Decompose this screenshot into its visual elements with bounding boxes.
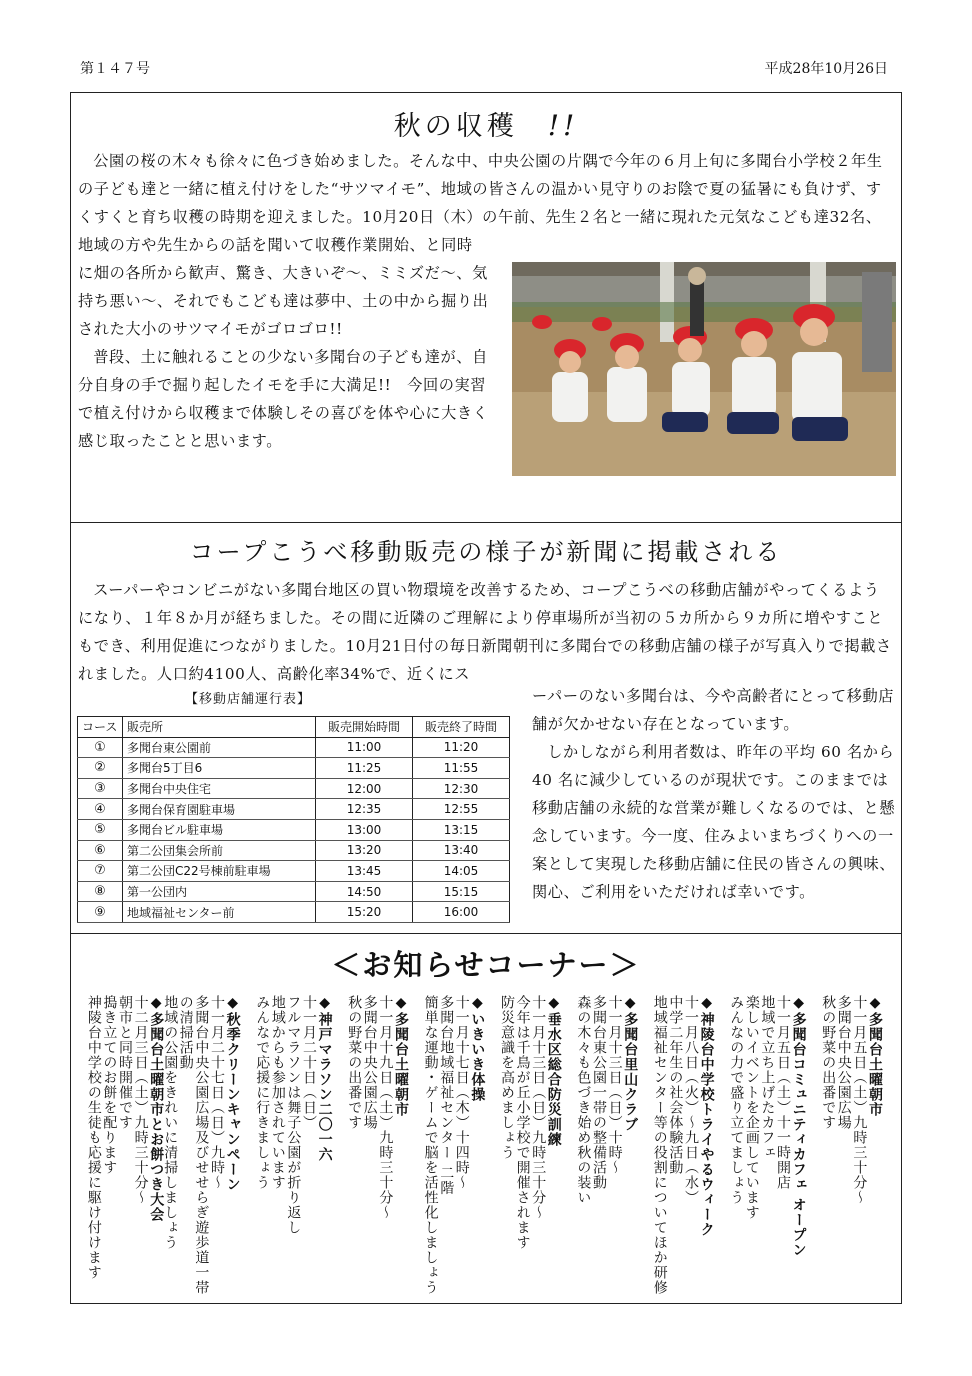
section2-para1-text: スーパーやコンビニがない多聞台地区の買い物環境を改善するため、コープこうべの移動店舗がやってくるようになり、１年８か月が経ちました。その間に近隣のご理解により停車場所が当初の５カ所から９カ所に増やすこともでき、利用促進につながりました。10月21日付の毎日新聞朝刊に多聞台での移動店舗の様子が写真入りで掲載されました。人口約4100人、高齢化率34%で、近くにス (78, 581, 892, 683)
section2-para2b-text: しかしながら利用者数は、昨年の平均 60 名から 40 名に減少しているのが現状です。このままでは移動店舗の永続的な営業が難しくなるのでは、と懸念しています。今一度、住みよいまちづくりへの一案として実現した移動店舗に住民の皆さんの興味、関心、ご利用をいただければ幸いです。 (532, 743, 896, 901)
end-time: 11:20 (413, 737, 510, 758)
notice-item (254, 995, 332, 1295)
stop-location: 多聞台5丁目6 (123, 758, 316, 779)
issue-number: 第１４７号 (80, 61, 150, 77)
notice-line: 中学二年生の社会体験活動 (667, 995, 684, 1175)
notice-heading: ◆多聞台里山クラブ (622, 995, 639, 1132)
course-number: ③ (78, 778, 123, 799)
notice-line: 秋の野菜の出番です (820, 995, 837, 1130)
notice-line: 防災意識を高めましょう (499, 995, 515, 1160)
section-divider-1 (70, 522, 902, 523)
start-time: 12:00 (316, 778, 413, 799)
course-number: ④ (78, 799, 123, 820)
section1-paragraph-1 (78, 147, 894, 259)
notice-line: 多聞台東公園一帯の整備活動 (591, 995, 607, 1190)
notice-line: 十一月二十日（日） (301, 995, 317, 1130)
stop-location: 地域福祉センター前 (123, 902, 316, 923)
notice-line: みんなで応援に行きましょう (254, 995, 271, 1190)
notice-heading: ◆多聞台土曜朝市 (866, 995, 883, 1117)
stop-location: 多聞台東公園前 (123, 737, 316, 758)
course-number: ⑦ (78, 861, 123, 882)
harvest-photo (512, 262, 896, 476)
course-number: ⑥ (78, 840, 123, 861)
stop-location: 多聞台中央住宅 (123, 778, 316, 799)
start-time: 12:35 (316, 799, 413, 820)
notice-line: 秋の野菜の出番です (346, 995, 363, 1130)
notice-heading: ◆垂水区総合防災訓練 (545, 995, 562, 1147)
section-divider-2 (70, 933, 902, 934)
header-end: 販売終了時間 (413, 717, 510, 738)
notice-line: 地域福祉センター等の役割についてほか研修 (651, 995, 668, 1295)
notice-heading: ◆多聞台土曜朝市 (392, 995, 409, 1117)
table-row (78, 778, 510, 799)
notice-line: 地域からも参加されています (269, 995, 286, 1190)
notice-line: 地域の公園をきれいに清掃しましょう (162, 995, 179, 1250)
course-number: ⑤ (78, 819, 123, 840)
section3-title: ＜お知らせコーナー＞ (331, 948, 641, 982)
start-time: 15:20 (316, 902, 413, 923)
issue-date: 平成28年10月26日 (764, 61, 888, 77)
header-start: 販売開始時間 (316, 717, 413, 738)
stop-location: 第二公団集会所前 (123, 840, 316, 861)
notice-line: フルマラソンは舞子公園が折り返し (285, 995, 302, 1235)
table-row (78, 799, 510, 820)
notice-line: 楽しいイベントを企画しています (743, 995, 760, 1220)
notice-line: 十一月十三日（日）十時～ (606, 995, 623, 1175)
start-time: 11:25 (316, 758, 413, 779)
notice-line: 簡単な運動・ゲームで脳を活性化しましょう (422, 995, 439, 1295)
notice-heading: ◆神陵台中学校トライやるウィーク (698, 995, 715, 1237)
notice-item (422, 995, 484, 1295)
notice-line: 多聞台地域福祉センター 二階 (438, 995, 455, 1196)
table-row (78, 840, 510, 861)
notice-item (162, 995, 241, 1295)
notice-line: 森の木々も色づき始め秋の装い (575, 995, 592, 1205)
notice-line: 十一月十七日（木）十四時～ (453, 995, 470, 1190)
notice-line: 十一月五日（土）十一時開店 (775, 995, 791, 1190)
end-time: 12:30 (413, 778, 510, 799)
notice-heading: ◆神戸マラソン二〇一六 (316, 995, 333, 1162)
notice-line: 搗き立てのお餅を配ります (101, 995, 118, 1175)
notice-item (346, 995, 408, 1295)
stop-location: 第二公団C22号棟前駐車場 (123, 861, 316, 882)
course-number: ② (78, 758, 123, 779)
section2-paragraph-2 (532, 682, 896, 906)
notice-heading: ◆多聞台コミュニティカフェ オープン (790, 995, 807, 1258)
course-number: ⑨ (78, 902, 123, 923)
end-time: 11:55 (413, 758, 510, 779)
notice-line: 十一月五日（土）九時三十分～ (851, 995, 868, 1205)
notice-line: 多聞台中央公園広場及びせせらぎ遊歩道一帯の清掃活動 (177, 995, 210, 1295)
notice-line: 十一月十九日（土）九時三十分～ (377, 995, 394, 1220)
header-location: 販売所 (123, 717, 316, 738)
schedule-table-caption: 【移動店舗運行表】 (185, 692, 312, 707)
notice-line: 十一月八日（火）～九日（水） (682, 995, 699, 1205)
table-row (78, 881, 510, 902)
section2-title: コープこうべ移動販売の様子が新聞に掲載される (189, 538, 783, 566)
notice-line: 朝市と同時開催です (117, 995, 133, 1130)
notice-heading: ◆多聞台土曜朝市とお餅つき大会 (148, 995, 165, 1222)
notice-line: 今年は千鳥が丘小学校で開催されます (514, 995, 531, 1250)
end-time: 16:00 (413, 902, 510, 923)
notice-item (575, 995, 637, 1295)
start-time: 13:20 (316, 840, 413, 861)
schedule-table (77, 716, 510, 923)
end-time: 14:05 (413, 861, 510, 882)
section1-title-mark: !! (547, 109, 579, 142)
end-time: 13:15 (413, 819, 510, 840)
section1-title (70, 104, 902, 143)
section2-para2a-text: ーパーのない多聞台は、今や高齢者にとって移動店舗が欠かせない存在となっています。 (532, 687, 895, 733)
section1-para2-text: 普段、土に触れることの少ない多聞台の子ども達が、自分自身の手で掘り起したイモを手に大満足!! 今回の実習で植え付けから収穫まで体験しその喜びを体や心に大きく感じ取ったことと思います。 (78, 348, 489, 450)
end-time: 15:15 (413, 881, 510, 902)
stop-location: 多聞台保育園駐車場 (123, 799, 316, 820)
end-time: 12:55 (413, 799, 510, 820)
end-time: 13:40 (413, 840, 510, 861)
table-row (78, 861, 510, 882)
notice-line: みんなの力で盛り立てましょう (728, 995, 745, 1205)
notice-line: 十一月十三日（日）九時三十分～ (530, 995, 547, 1220)
section1-paragraph-2 (78, 259, 490, 455)
notice-item (498, 995, 560, 1295)
section2-paragraph-1 (78, 576, 894, 688)
table-row (78, 737, 510, 758)
schedule-table-header (78, 717, 510, 738)
stop-location: 多聞台ビル駐車場 (123, 819, 316, 840)
section1-para1b-text: に畑の各所から歓声、驚き、大きいぞ～、ミミズだ～、気持ち悪い～、それでもこども達は夢中、土の中から掘り出された大小のサツマイモがゴロゴロ!! (78, 264, 489, 338)
notice-line: 多聞台中央公園広場 (361, 995, 378, 1130)
start-time: 14:50 (316, 881, 413, 902)
notice-line: 十一月二十七日（日）九時～ (208, 995, 225, 1190)
table-row (78, 902, 510, 923)
notice-line: 多聞台中央公園広場 (835, 995, 852, 1130)
start-time: 13:45 (316, 861, 413, 882)
notice-item (728, 995, 806, 1295)
section1-title-text: 秋の収穫 (393, 111, 518, 142)
notice-item (820, 995, 882, 1295)
start-time: 13:00 (316, 819, 413, 840)
table-row (78, 758, 510, 779)
header-course: コース (78, 717, 123, 738)
notice-line: 地域で立ち上げたカフェ (759, 995, 776, 1160)
notice-line: 十二月三日（土）九時三十分～ (132, 995, 149, 1205)
notice-item (651, 995, 713, 1295)
notice-heading: ◆いきいき体操 (469, 995, 486, 1102)
notice-item (85, 995, 163, 1295)
section1-para1-text: 公園の桜の木々も徐々に色づき始めました。そんな中、中央公園の片隅で今年の６月上旬に多聞台小学校２年生の子ども達と一緒に植え付けをした“サツマイモ”、地域の皆さんの温かい見守りのお陰で夏の猛暑にも負けず、すくすくと育ち収穫の時期を迎えました。10月20日（木）の午前、先生２名と一緒に現れた元気なこども達32名、地域の方や先生からの話を聞いて収穫作業開始、と同時 (78, 152, 883, 254)
notice-line: 神陵台中学校の生徒も応援に駆け付けます (85, 995, 102, 1280)
notice-heading: ◆秋季クリーンキャンペーン (224, 995, 241, 1192)
table-row (78, 819, 510, 840)
course-number: ⑧ (78, 881, 123, 902)
course-number: ① (78, 737, 123, 758)
start-time: 11:00 (316, 737, 413, 758)
stop-location: 第一公団内 (123, 881, 316, 902)
